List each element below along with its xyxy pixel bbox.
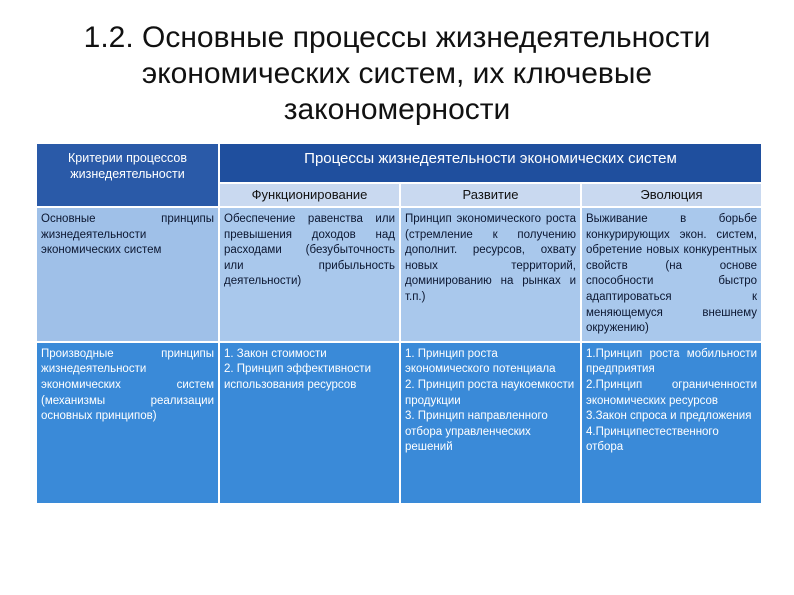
column-header-evolution: Эволюция: [581, 183, 762, 207]
title-line-1: 1.2. Основные процессы жизнедеятельности: [83, 21, 711, 54]
list-item: 4.Принципестественного отбора: [586, 425, 719, 454]
table-row: [36, 342, 762, 504]
list-item: 3. Принцип направленного отбора управленческих решений: [405, 410, 548, 454]
title-line-2: экономических систем, их ключевые: [141, 57, 653, 90]
evolution-cell: [581, 342, 762, 504]
criteria-header: Критерии процессов жизнедеятельности: [36, 143, 219, 207]
development-cell: Принцип экономического роста (стремление к получению дополнит. ресурсов, охвату новых территорий, доминированию на рынках и т.п.): [400, 207, 581, 342]
criterion-cell: Производные принципы жизнедеятельности экономических систем (механизмы реализации основных принципов): [36, 342, 219, 504]
functioning-cell: Обеспечение равенства или превышения доходов над расходами (безубыточность или прибыльность деятельности): [219, 207, 400, 342]
processes-table: [35, 142, 763, 505]
list-item: 2. Принцип эффективности использования ресурсов: [224, 363, 371, 391]
slide-title: [30, 20, 764, 128]
column-header-functioning: Функционирование: [219, 183, 400, 207]
list-item: 3.Закон спроса и предложения: [586, 410, 752, 423]
list-item: 2. Принцип роста наукоемкости продукции: [405, 378, 575, 407]
development-cell: [400, 342, 581, 504]
list-item: 2.Принцип ограниченности экономических ресурсов: [586, 378, 757, 407]
criterion-cell: Основные принципы жизнедеятельности экономических систем: [36, 207, 219, 342]
functioning-cell: [219, 342, 400, 504]
list-item: 1. Закон стоимости: [224, 347, 327, 360]
list-item: 1. Принцип роста экономического потенциала: [405, 347, 556, 376]
title-line-3: закономерности: [283, 93, 511, 126]
table-row: [36, 207, 762, 342]
table-header-row: [36, 143, 762, 183]
evolution-cell: Выживание в борьбе конкурирующих экон. систем, обретение новых конкурентных свойств (на основе способности быстро адаптироваться к меняющемуся внешнему окружению): [581, 207, 762, 342]
column-header-development: Развитие: [400, 183, 581, 207]
list-item: 1.Принцип роста мобильности предприятия: [586, 347, 757, 376]
processes-header: Процессы жизнедеятельности экономических систем: [219, 143, 762, 183]
